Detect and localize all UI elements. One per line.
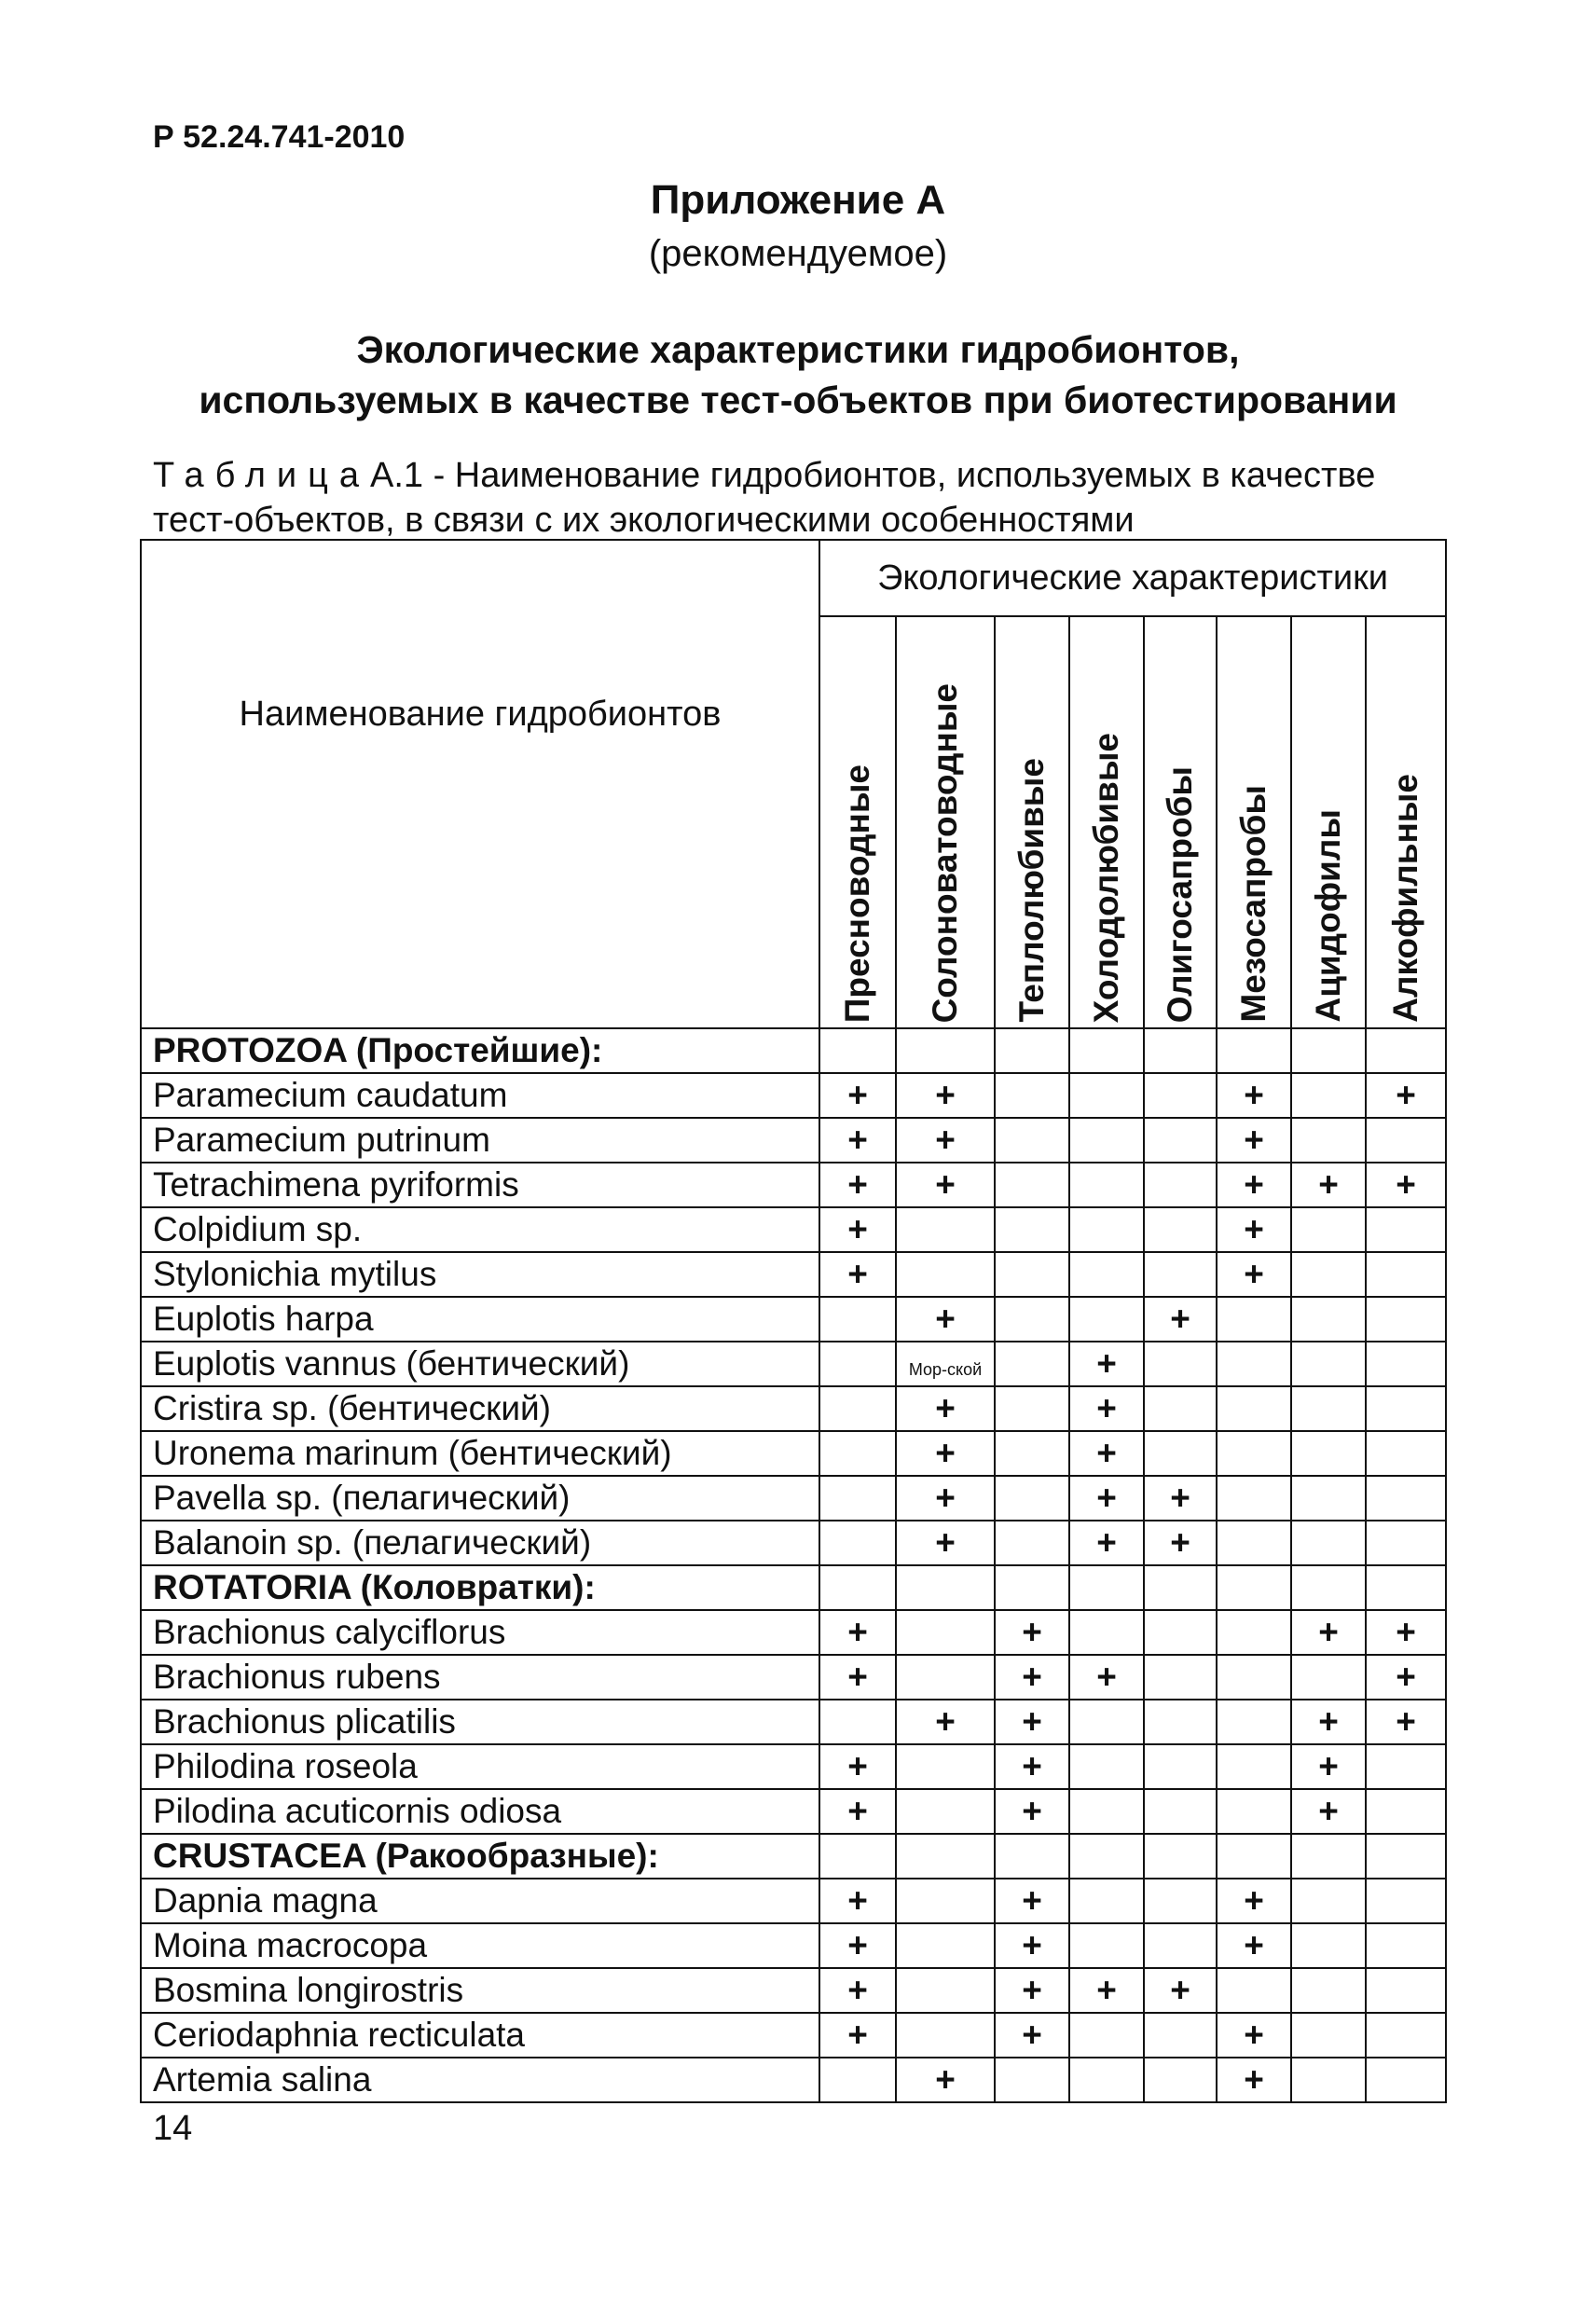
mark-cell: + xyxy=(1069,1476,1144,1521)
mark-cell xyxy=(896,1655,995,1700)
mark-cell xyxy=(1069,1610,1144,1655)
mark-cell xyxy=(995,1386,1069,1431)
table-row xyxy=(141,1207,1446,1252)
mark-cell: + xyxy=(896,2058,995,2102)
organism-name: Moina macrocopa xyxy=(141,1923,819,1968)
caption-text-2: тест-объектов, в связи с их экологическими особенностями xyxy=(153,501,1135,540)
mark-cell xyxy=(1069,2013,1144,2058)
mark-cell xyxy=(1217,1700,1291,1744)
mark-cell xyxy=(1144,1207,1217,1252)
mark-cell: + xyxy=(1217,2013,1291,2058)
mark-cell xyxy=(896,2013,995,2058)
mark-cell xyxy=(1291,1118,1366,1163)
mark-cell xyxy=(1217,1028,1291,1073)
mark-cell xyxy=(1069,2058,1144,2102)
organism-name: Euplotis harpa xyxy=(141,1297,819,1342)
column-header-label: Мезосапробы xyxy=(1234,785,1273,1023)
organism-name: Pilodina acuticornis odiosa xyxy=(141,1789,819,1834)
mark-cell xyxy=(995,1342,1069,1386)
caption-label: Таблица xyxy=(153,456,370,495)
mark-cell xyxy=(995,1431,1069,1476)
mark-cell xyxy=(1217,1968,1291,2013)
table-row xyxy=(141,1476,1446,1521)
table-row xyxy=(141,1923,1446,1968)
mark-cell: + xyxy=(995,1655,1069,1700)
mark-cell: + xyxy=(1291,1789,1366,1834)
mark-cell: + xyxy=(896,1297,995,1342)
column-header xyxy=(819,616,896,1028)
mark-cell xyxy=(896,1968,995,2013)
mark-cell: + xyxy=(1217,1207,1291,1252)
mark-cell xyxy=(1217,1476,1291,1521)
mark-cell xyxy=(1144,1073,1217,1118)
mark-cell xyxy=(1144,1118,1217,1163)
organism-name: Brachionus rubens xyxy=(141,1655,819,1700)
mark-cell: + xyxy=(819,1118,896,1163)
appendix-subtitle: (рекомендуемое) xyxy=(648,233,948,274)
mark-cell: + xyxy=(1291,1744,1366,1789)
mark-cell xyxy=(896,1923,995,1968)
mark-cell: + xyxy=(995,1610,1069,1655)
mark-cell xyxy=(995,1073,1069,1118)
mark-cell xyxy=(1144,1744,1217,1789)
group-row xyxy=(141,1028,1446,1073)
document-code: Р 52.24.741-2010 xyxy=(153,119,406,155)
mark-cell xyxy=(1291,2013,1366,2058)
mark-cell: + xyxy=(1069,1968,1144,2013)
mark-cell: + xyxy=(896,1073,995,1118)
column-header xyxy=(1291,616,1366,1028)
mark-cell xyxy=(1366,1834,1446,1879)
mark-cell: + xyxy=(1217,2058,1291,2102)
mark-cell: + xyxy=(1144,1521,1217,1565)
column-header-label: Теплолюбивые xyxy=(1012,758,1051,1023)
mark-cell xyxy=(1144,1342,1217,1386)
mark-cell xyxy=(1366,1789,1446,1834)
mark-cell xyxy=(1366,1968,1446,2013)
mark-cell xyxy=(1291,1521,1366,1565)
mark-cell xyxy=(819,1431,896,1476)
mark-cell xyxy=(896,1744,995,1789)
mark-cell xyxy=(1217,1431,1291,1476)
section-title-line-1: Экологические характеристики гидробионтов, xyxy=(356,328,1240,371)
mark-cell: + xyxy=(896,1118,995,1163)
mark-cell xyxy=(1144,2058,1217,2102)
column-header-label: Холодолюбивые xyxy=(1087,732,1125,1023)
mark-cell xyxy=(1069,1744,1144,1789)
mark-cell: + xyxy=(1366,1655,1446,1700)
mark-cell: + xyxy=(1217,1252,1291,1297)
mark-cell xyxy=(1144,1789,1217,1834)
table-row xyxy=(141,1789,1446,1834)
mark-cell xyxy=(995,1521,1069,1565)
mark-cell: + xyxy=(819,1655,896,1700)
mark-cell: + xyxy=(995,1879,1069,1923)
mark-cell: + xyxy=(896,1431,995,1476)
mark-cell xyxy=(1069,1207,1144,1252)
mark-cell xyxy=(819,1386,896,1431)
mark-cell xyxy=(995,1297,1069,1342)
mark-cell: + xyxy=(896,1700,995,1744)
mark-cell: + xyxy=(995,1700,1069,1744)
organism-name: Paramecium putrinum xyxy=(141,1118,819,1163)
column-header xyxy=(1217,616,1291,1028)
mark-cell xyxy=(1366,2058,1446,2102)
mark-cell xyxy=(1144,1163,1217,1207)
mark-cell xyxy=(819,1565,896,1610)
mark-cell xyxy=(1366,1386,1446,1431)
mark-cell: + xyxy=(1144,1968,1217,2013)
mark-cell xyxy=(1217,1610,1291,1655)
mark-cell xyxy=(896,1879,995,1923)
group-row xyxy=(141,1834,1446,1879)
mark-cell xyxy=(819,1476,896,1521)
caption-line-1 xyxy=(153,453,1495,498)
mark-cell: + xyxy=(896,1163,995,1207)
organism-name: Brachionus calyciflorus xyxy=(141,1610,819,1655)
mark-cell xyxy=(995,1118,1069,1163)
mark-cell: + xyxy=(819,1879,896,1923)
table-row xyxy=(141,1431,1446,1476)
section-title xyxy=(0,324,1596,425)
mark-cell: + xyxy=(1366,1610,1446,1655)
mark-cell: + xyxy=(995,2013,1069,2058)
table-row xyxy=(141,2058,1446,2102)
mark-cell xyxy=(1217,1744,1291,1789)
mark-cell xyxy=(995,1028,1069,1073)
name-column-header: Наименование гидробионтов xyxy=(141,540,819,1028)
organism-name: Philodina roseola xyxy=(141,1744,819,1789)
mark-cell xyxy=(819,1834,896,1879)
mark-cell xyxy=(1144,1700,1217,1744)
mark-cell: + xyxy=(819,1073,896,1118)
mark-cell: + xyxy=(1144,1297,1217,1342)
ecology-table xyxy=(140,539,1447,2103)
mark-cell xyxy=(1144,2013,1217,2058)
mark-cell xyxy=(1069,1834,1144,1879)
mark-cell xyxy=(1069,1297,1144,1342)
mark-cell: + xyxy=(1069,1431,1144,1476)
page-number: 14 xyxy=(153,2109,193,2148)
mark-cell: + xyxy=(1291,1163,1366,1207)
mark-cell xyxy=(995,1476,1069,1521)
mark-cell xyxy=(1366,1565,1446,1610)
table-row xyxy=(141,1610,1446,1655)
mark-cell xyxy=(1291,1879,1366,1923)
mark-cell xyxy=(1069,1028,1144,1073)
table-row xyxy=(141,1297,1446,1342)
column-header-label: Ацидофилы xyxy=(1309,809,1347,1023)
mark-cell xyxy=(896,1565,995,1610)
column-header-label: Олигосапробы xyxy=(1161,765,1199,1023)
mark-cell xyxy=(1291,1028,1366,1073)
mark-cell: + xyxy=(1217,1073,1291,1118)
mark-cell xyxy=(1366,1744,1446,1789)
mark-cell xyxy=(1366,1207,1446,1252)
organism-name: Tetrachimena pyriformis xyxy=(141,1163,819,1207)
organism-name: Colpidium sp. xyxy=(141,1207,819,1252)
mark-cell xyxy=(1069,1923,1144,1968)
mark-cell xyxy=(1366,1923,1446,1968)
mark-cell: + xyxy=(819,1744,896,1789)
table-row xyxy=(141,1700,1446,1744)
mark-cell xyxy=(1217,1789,1291,1834)
mark-cell xyxy=(995,1207,1069,1252)
table-row xyxy=(141,1342,1446,1386)
caption-text-1: А.1 - Наименование гидробионтов, используемых в качестве xyxy=(370,456,1376,495)
group-row xyxy=(141,1565,1446,1610)
mark-cell: + xyxy=(1366,1700,1446,1744)
mark-cell xyxy=(1366,1252,1446,1297)
column-header-label: Солоноватоводные xyxy=(926,682,964,1023)
column-header xyxy=(896,616,995,1028)
group-name: ROTATORIA (Коловратки): xyxy=(141,1565,819,1610)
mark-cell xyxy=(1069,1163,1144,1207)
mark-cell xyxy=(1069,1789,1144,1834)
mark-cell xyxy=(1366,2013,1446,2058)
table-row xyxy=(141,1118,1446,1163)
organism-name: Dapnia magna xyxy=(141,1879,819,1923)
mark-cell xyxy=(1217,1386,1291,1431)
mark-cell xyxy=(1366,1476,1446,1521)
mark-cell xyxy=(1144,1431,1217,1476)
mark-cell: + xyxy=(1069,1655,1144,1700)
mark-cell: + xyxy=(819,1789,896,1834)
mark-cell xyxy=(1291,2058,1366,2102)
mark-cell xyxy=(1291,1297,1366,1342)
mark-cell xyxy=(1291,1431,1366,1476)
mark-cell: + xyxy=(1069,1386,1144,1431)
mark-cell xyxy=(1217,1655,1291,1700)
appendix-title: Приложение А xyxy=(650,177,946,223)
mark-cell: + xyxy=(1291,1700,1366,1744)
mark-cell xyxy=(1366,1342,1446,1386)
eco-header: Экологические характеристики xyxy=(819,540,1446,616)
mark-cell: + xyxy=(1366,1163,1446,1207)
mark-cell: + xyxy=(896,1476,995,1521)
table-row xyxy=(141,1252,1446,1297)
mark-cell: + xyxy=(819,1923,896,1968)
mark-cell: + xyxy=(995,1789,1069,1834)
table-row xyxy=(141,1073,1446,1118)
mark-cell xyxy=(1217,1297,1291,1342)
mark-cell: + xyxy=(819,1252,896,1297)
mark-cell xyxy=(1291,1565,1366,1610)
mark-cell xyxy=(1291,1073,1366,1118)
mark-cell xyxy=(1366,1028,1446,1073)
mark-cell: + xyxy=(1217,1923,1291,1968)
mark-cell xyxy=(1291,1342,1366,1386)
mark-cell xyxy=(1144,1879,1217,1923)
table-row xyxy=(141,1386,1446,1431)
mark-cell xyxy=(819,1297,896,1342)
mark-cell: + xyxy=(1217,1118,1291,1163)
mark-cell xyxy=(1144,1386,1217,1431)
mark-cell xyxy=(1144,1923,1217,1968)
mark-cell xyxy=(1069,1073,1144,1118)
mark-cell xyxy=(1291,1386,1366,1431)
mark-cell xyxy=(1366,1431,1446,1476)
mark-cell xyxy=(995,1834,1069,1879)
mark-cell xyxy=(1366,1521,1446,1565)
column-header xyxy=(1144,616,1217,1028)
organism-name: Uronema marinum (бентический) xyxy=(141,1431,819,1476)
mark-cell xyxy=(1069,1252,1144,1297)
section-title-line-2: используемых в качестве тест-объектов при биотестировании xyxy=(199,379,1397,421)
mark-cell: + xyxy=(896,1521,995,1565)
organism-name: Pavella sp. (пелагический) xyxy=(141,1476,819,1521)
mark-cell xyxy=(819,1700,896,1744)
organism-name: Ceriodaphnia recticulata xyxy=(141,2013,819,2058)
column-header xyxy=(1069,616,1144,1028)
mark-cell xyxy=(1366,1297,1446,1342)
mark-cell xyxy=(896,1610,995,1655)
mark-cell xyxy=(896,1207,995,1252)
table-row xyxy=(141,1521,1446,1565)
mark-cell: + xyxy=(819,1968,896,2013)
organism-name: Balanoin sp. (пелагический) xyxy=(141,1521,819,1565)
mark-cell xyxy=(1069,1118,1144,1163)
organism-name: Bosmina longirostris xyxy=(141,1968,819,2013)
mark-cell xyxy=(1144,1655,1217,1700)
mark-cell: + xyxy=(819,1163,896,1207)
mark-cell: + xyxy=(995,1923,1069,1968)
mark-cell: + xyxy=(1217,1879,1291,1923)
mark-cell: + xyxy=(819,1610,896,1655)
mark-cell xyxy=(896,1342,995,1386)
mark-cell xyxy=(819,1521,896,1565)
mark-cell: + xyxy=(1366,1073,1446,1118)
organism-name: Euplotis vannus (бентический) xyxy=(141,1342,819,1386)
mark-cell xyxy=(1217,1342,1291,1386)
mark-cell xyxy=(1069,1700,1144,1744)
mark-cell: + xyxy=(1217,1163,1291,1207)
mark-cell xyxy=(1291,1968,1366,2013)
mark-cell: + xyxy=(995,1968,1069,2013)
mark-cell xyxy=(1069,1565,1144,1610)
mark-cell xyxy=(896,1252,995,1297)
organism-name: Cristira sp. (бентический) xyxy=(141,1386,819,1431)
mark-cell xyxy=(995,2058,1069,2102)
table-row xyxy=(141,1655,1446,1700)
mark-cell xyxy=(1144,1565,1217,1610)
mark-cell xyxy=(1291,1834,1366,1879)
organism-name: Stylonichia mytilus xyxy=(141,1252,819,1297)
mark-cell xyxy=(1217,1834,1291,1879)
mark-cell xyxy=(1217,1521,1291,1565)
mark-cell: + xyxy=(1069,1342,1144,1386)
mark-cell: + xyxy=(1069,1521,1144,1565)
mark-cell xyxy=(819,2058,896,2102)
table-body xyxy=(141,1028,1446,2102)
column-header xyxy=(1366,616,1446,1028)
organism-name: Brachionus plicatilis xyxy=(141,1700,819,1744)
mark-cell: + xyxy=(1144,1476,1217,1521)
table-row xyxy=(141,1879,1446,1923)
column-header-label: Алкофильные xyxy=(1386,774,1425,1023)
mark-cell xyxy=(1144,1028,1217,1073)
mark-cell xyxy=(896,1028,995,1073)
mark-cell xyxy=(1144,1610,1217,1655)
column-header xyxy=(995,616,1069,1028)
table-row xyxy=(141,1968,1446,2013)
mark-cell xyxy=(1366,1118,1446,1163)
table-row xyxy=(141,2013,1446,2058)
mark-cell xyxy=(819,1342,896,1386)
mark-cell: + xyxy=(819,1207,896,1252)
mark-cell xyxy=(995,1163,1069,1207)
table-caption xyxy=(153,453,1495,543)
group-name: CRUSTACEA (Ракообразные): xyxy=(141,1834,819,1879)
mark-note: Мор-ской xyxy=(908,1360,983,1379)
mark-cell xyxy=(896,1834,995,1879)
mark-cell xyxy=(1069,1879,1144,1923)
column-header-label: Пресноводные xyxy=(838,764,876,1023)
mark-cell xyxy=(896,1789,995,1834)
mark-cell xyxy=(819,1028,896,1073)
mark-cell xyxy=(995,1565,1069,1610)
mark-cell xyxy=(995,1252,1069,1297)
organism-name: Paramecium caudatum xyxy=(141,1073,819,1118)
mark-cell xyxy=(1291,1923,1366,1968)
mark-cell xyxy=(1291,1476,1366,1521)
mark-cell: + xyxy=(995,1744,1069,1789)
mark-cell: + xyxy=(896,1386,995,1431)
table-row xyxy=(141,1744,1446,1789)
group-name: PROTOZOA (Простейшие): xyxy=(141,1028,819,1073)
organism-name: Artemia salina xyxy=(141,2058,819,2102)
mark-cell xyxy=(1366,1879,1446,1923)
table-row xyxy=(141,1163,1446,1207)
mark-cell: + xyxy=(819,2013,896,2058)
mark-cell xyxy=(1217,1565,1291,1610)
mark-cell xyxy=(1291,1252,1366,1297)
mark-cell xyxy=(1291,1655,1366,1700)
mark-cell: + xyxy=(1291,1610,1366,1655)
mark-cell xyxy=(1144,1834,1217,1879)
mark-cell xyxy=(1144,1252,1217,1297)
mark-cell xyxy=(1291,1207,1366,1252)
